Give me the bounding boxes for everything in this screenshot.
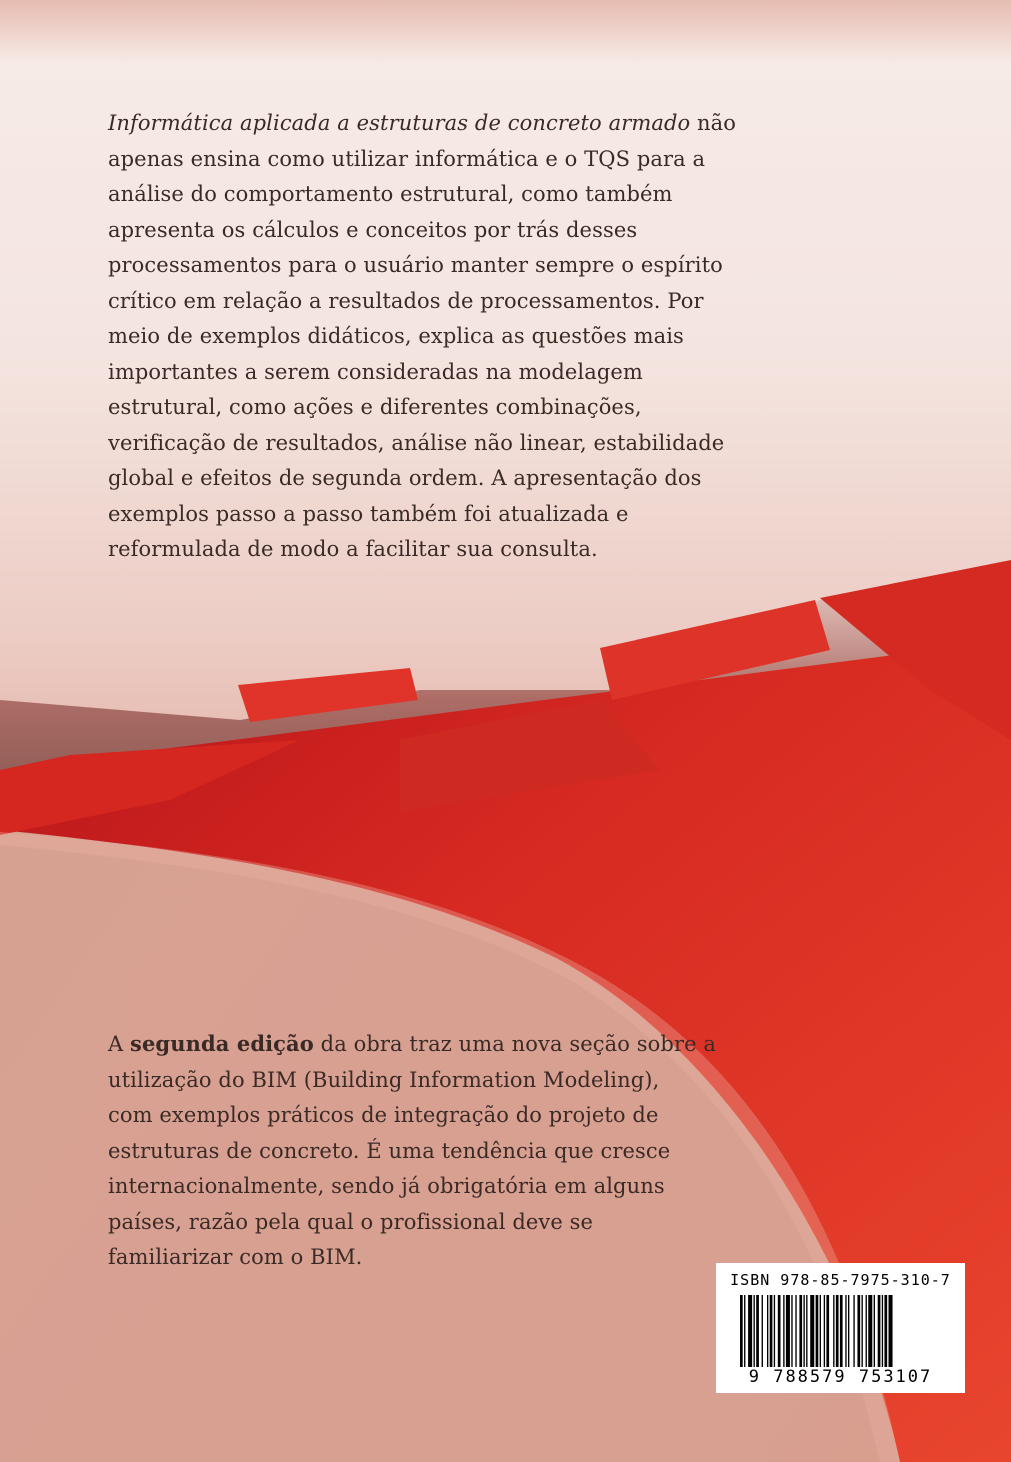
barcode-bar [824, 1295, 825, 1367]
isbn-barcode-box [716, 1263, 965, 1393]
text-line-8: importantes a serem consideradas na modelagem [108, 359, 643, 384]
barcode-bar [740, 1295, 743, 1367]
text-line-1: A segunda edição da obra traz uma nova seção sobre a [108, 1031, 717, 1056]
isbn-number: ISBN 978-85-7975-310-7 [730, 1271, 951, 1289]
barcode-bar [826, 1295, 829, 1367]
barcode-bar [770, 1295, 773, 1367]
barcode-bar [786, 1295, 790, 1367]
text-line-5: internacionalmente, sendo já obrigatória em alguns [108, 1174, 665, 1198]
barcode-bar [884, 1295, 887, 1367]
barcode-bar [816, 1295, 819, 1367]
barcode-bar [889, 1295, 893, 1367]
barcode-bar [748, 1295, 752, 1367]
text-line-9: estrutural, como ações e diferentes combinações, [108, 395, 642, 419]
text-line-3: com exemplos práticos de integração do projeto de [108, 1103, 659, 1127]
barcode-bar [853, 1295, 854, 1367]
barcode-bar [799, 1295, 802, 1367]
text-line-4: estruturas de concreto. É uma tendência que cresce [108, 1138, 671, 1163]
barcode-icon [740, 1295, 940, 1367]
text-line-13: reformulada de modo a facilitar sua consulta. [108, 537, 598, 561]
barcode-bar [754, 1295, 755, 1367]
edition-highlight-bold: segunda edição [130, 1031, 314, 1056]
barcode-bar [774, 1295, 775, 1367]
text-line-6: países, razão pela qual o profissional deve se [108, 1209, 594, 1234]
barcode-bar [878, 1295, 881, 1367]
barcode-bar [803, 1295, 804, 1367]
text-line-7: familiarizar com o BIM. [108, 1245, 363, 1269]
barcode-bar [791, 1295, 792, 1367]
barcode-bar [744, 1295, 745, 1367]
barcode-bar [882, 1295, 883, 1367]
text-line-7: meio de exemplos didáticos, explica as questões mais [108, 324, 684, 348]
text-line-12: exemplos passo a passo também foi atualizada e [108, 501, 629, 526]
barcode-bar [874, 1295, 875, 1367]
barcode-bar [806, 1295, 807, 1367]
text-line-3: análise do comportamento estrutural, como também [108, 182, 673, 206]
book-title-italic: Informática aplicada a estruturas de concreto armado [108, 111, 691, 135]
barcode-bar [783, 1295, 784, 1367]
barcode-bar [795, 1295, 796, 1367]
barcode-bar [756, 1295, 759, 1367]
text-line-6: crítico em relação a resultados de processamentos. Por [108, 288, 704, 313]
barcode-bar [848, 1295, 849, 1367]
barcode-bar [762, 1295, 763, 1367]
barcode-bar [820, 1295, 821, 1367]
text-line-1: Informática aplicada a estruturas de concreto armado não [108, 111, 737, 135]
barcode-bar [866, 1295, 867, 1367]
text-line-2: apenas ensina como utilizar informática e o TQS para a [108, 146, 706, 171]
barcode-bar [778, 1295, 781, 1367]
description-paragraph-top [108, 106, 748, 568]
barcode-bar [810, 1295, 814, 1367]
barcode-bar [833, 1295, 834, 1367]
barcode-bar [836, 1295, 839, 1367]
text-line-4: apresenta os cálculos e conceitos por trás desses [108, 217, 638, 242]
text-line-2: utilização do BIM (Building Information Modeling), [108, 1067, 660, 1092]
text-line-5: processamentos para o usuário manter sempre o espírito [108, 253, 723, 277]
barcode-bar [857, 1295, 860, 1367]
barcode-bar [868, 1295, 872, 1367]
text-line-11: global e efeitos de segunda ordem. A apresentação dos [108, 466, 702, 490]
barcode-bar [845, 1295, 846, 1367]
description-paragraph-bottom [108, 1026, 718, 1276]
text-line-10: verificação de resultados, análise não linear, estabilidade [108, 430, 725, 455]
barcode-bar [767, 1295, 768, 1367]
barcode-bar [840, 1295, 843, 1367]
ean-number: 9 788579 753107 [748, 1367, 933, 1387]
barcode-bar [862, 1295, 863, 1367]
